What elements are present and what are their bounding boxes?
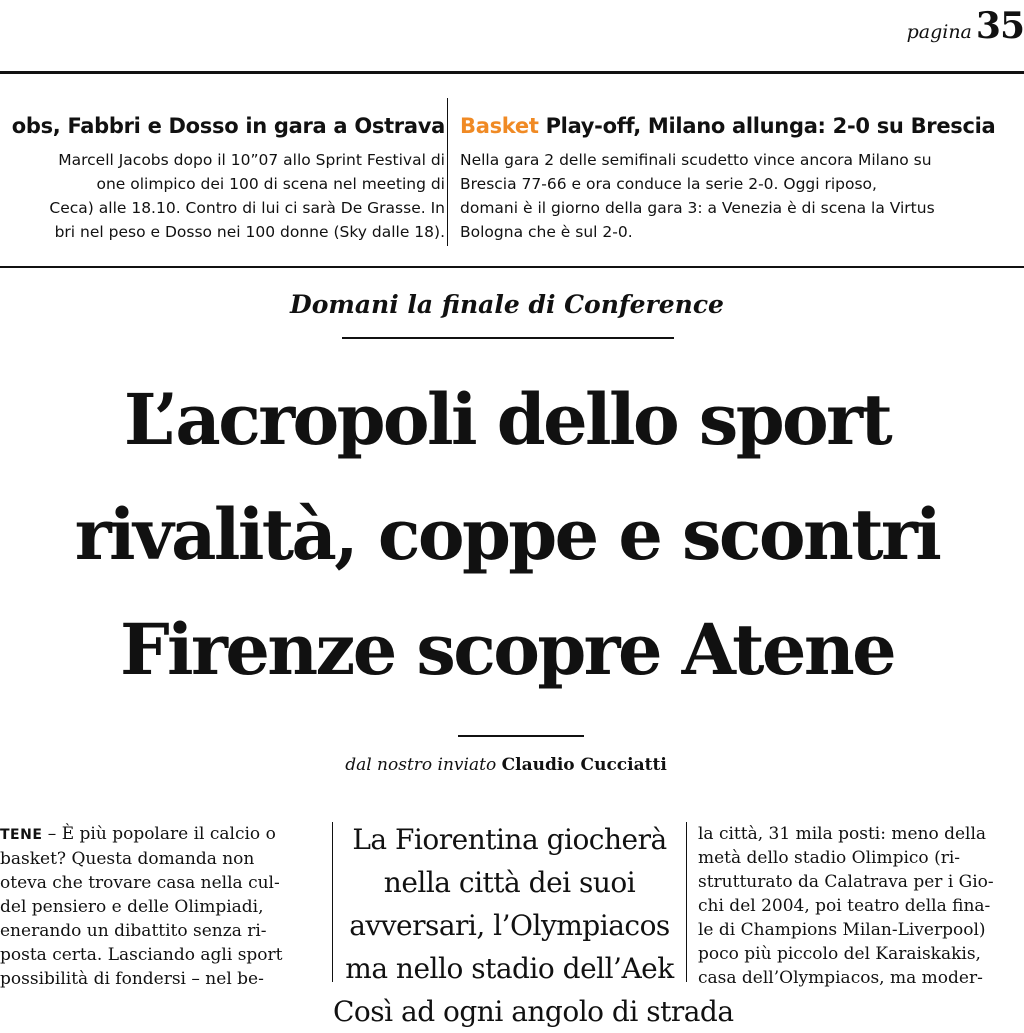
pull-quote-line: Così ad ogni angolo di strada [333, 995, 734, 1028]
brief-basket [460, 112, 1024, 244]
brief-line: Brescia 77-66 e ora conduce la serie 2-0. Oggi riposo, [460, 175, 877, 193]
column-line: le di Champions Milan-Liverpool) [698, 920, 986, 940]
article-column-right [698, 822, 1024, 990]
column-line: enerando un dibattito senza ri- [0, 921, 267, 941]
pagina-label: pagina [906, 21, 972, 43]
column-line: metà dello stadio Olimpico (ri- [698, 848, 961, 868]
brief-basket-title: Play-off, Milano allunga: 2-0 su Brescia [545, 114, 996, 138]
article-column-left [0, 822, 322, 991]
article-headline [0, 362, 1014, 707]
brief-athletics [0, 112, 445, 244]
column-divider [686, 822, 687, 982]
brief-athletics-headline: obs, Fabbri e Dosso in gara a Ostrava [11, 114, 445, 138]
column-line: oteva che trovare casa nella cul- [0, 873, 280, 893]
headline-line: rivalità, coppe e scontri [74, 493, 940, 576]
brief-line: domani è il giorno della gara 3: a Venezia è di scena la Virtus [460, 199, 935, 217]
brief-line: Nella gara 2 delle semifinali scudetto vince ancora Milano su [460, 151, 932, 169]
brief-basket-body [460, 148, 1024, 244]
column-divider [447, 98, 448, 246]
dateline: TENE [0, 827, 43, 843]
column-line: del pensiero e delle Olimpiadi, [0, 897, 264, 917]
byline-author: Claudio Cucciatti [501, 755, 667, 775]
column-line: poco più piccolo del Karaiskakis, [698, 944, 981, 964]
column-line: la città, 31 mila posti: meno della [698, 824, 987, 844]
page-number: 35 [975, 5, 1024, 47]
byline [0, 752, 1012, 778]
column-text: – È più popolare il calcio o [42, 824, 276, 844]
byline-rule [458, 735, 584, 737]
column-line: possibilità di fondersi – nel be- [0, 969, 264, 989]
top-rule [0, 71, 1024, 74]
pull-quote-line: avversari, l’Olympiacos [349, 909, 670, 942]
byline-prefix: dal nostro inviato [345, 755, 497, 775]
section-rule [0, 266, 1024, 268]
brief-kicker: Basket [460, 114, 539, 138]
brief-athletics-body [0, 148, 445, 244]
brief-line: bri nel peso e Dosso nei 100 donne (Sky dalle 18). [54, 223, 445, 241]
kicker-rule [342, 337, 674, 339]
pull-quote-line: La Fiorentina giocherà [352, 823, 667, 856]
column-line [0, 822, 322, 847]
headline-line: L’acropoli dello sport [123, 378, 891, 461]
brief-line: Ceca) alle 18.10. Contro di lui ci sarà De Grasse. In [49, 199, 445, 217]
column-line: strutturato da Calatrava per i Gio- [698, 872, 994, 892]
pull-quote [333, 818, 734, 1033]
pull-quote-line: nella città dei suoi [383, 866, 636, 899]
article-kicker: Domani la finale di Conference [290, 290, 724, 319]
page-number-header [906, 5, 1024, 47]
column-line: casa dell’Olympiacos, ma moder- [698, 968, 983, 988]
brief-line: one olimpico dei 100 di scena nel meeting di [96, 175, 445, 193]
column-line: chi del 2004, poi teatro della fina- [698, 896, 991, 916]
brief-line: Marcell Jacobs dopo il 10”07 allo Sprint Festival di [58, 151, 445, 169]
brief-line: Bologna che è sul 2-0. [460, 223, 633, 241]
headline-line: Firenze scopre Atene [119, 608, 895, 691]
column-line: basket? Questa domanda non [0, 849, 255, 869]
brief-basket-headline [460, 112, 1024, 140]
pull-quote-line: ma nello stadio dell’Aek [345, 952, 674, 985]
column-line: posta certa. Lasciando agli sport [0, 945, 283, 965]
